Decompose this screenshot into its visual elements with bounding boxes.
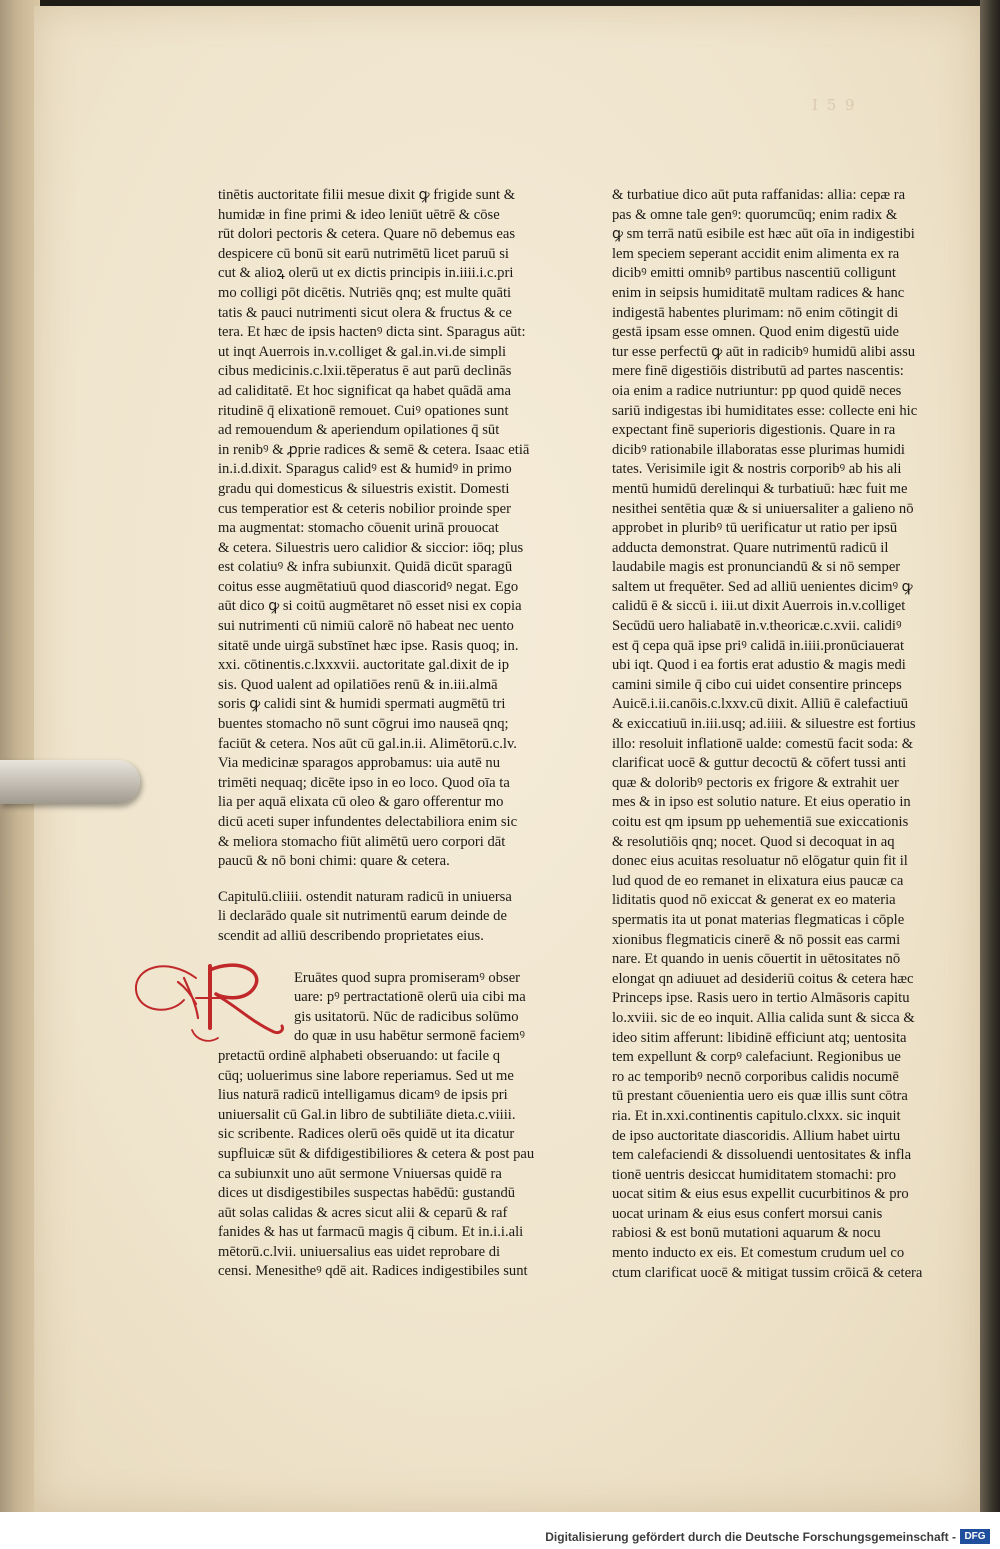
text-line: humidæ in fine primi & ideo leniūt uētrē & cōse <box>218 206 500 223</box>
text-line: sis. Quod ualent ad opilatiōes renū & in.iii.almā <box>218 676 498 693</box>
text-line: ctum clarificat uocē & mitigat tussim crōicā & cetera <box>612 1264 923 1281</box>
text-line: approbet in pluribꝰ tū uerificatur ut ratio per ipsū <box>612 520 898 537</box>
text-line: & resolutiōis qnq; nocet. Quod si decoquat in aq <box>612 833 895 850</box>
text-line: tates. Verisimile igit & nostris corporibꝰ ab his ali <box>612 461 902 478</box>
text-line: paucū & nō boni chimi: quare & cetera. <box>218 853 450 870</box>
text-line: & cetera. Siluestris uero calidior & siccior: iōq; plus <box>218 539 524 556</box>
text-line: & meliora stomacho fiūt alimētū uero corpori dāt <box>218 833 506 850</box>
text-line: Capitulū.cliiii. ostendit naturam radicū in uniuersa <box>218 888 512 905</box>
text-line: xxi. cōtinentis.c.lxxxvii. auctoritate gal.dixit de ip <box>218 657 509 674</box>
text-line: ad remouendum & aperiendum opilationes q̄ sūt <box>218 422 500 439</box>
text-line: despicere cū bonū sit earū nutrimētū licet paruū si <box>218 245 509 262</box>
text-line: cut & alioꝝ olerū ut ex dictis principis in.iiii.i.c.pri <box>218 265 514 282</box>
text-line: ad caliditatē. Et hoc significat qa habet quādā ama <box>218 382 511 399</box>
text-line: sariū indigestas ibi humiditates esse: collecte eni hic <box>612 402 918 419</box>
text-line: coitus esse augmētatiuū quod diascoridꝰ negat. Ego <box>218 578 519 595</box>
book-clasp <box>0 760 140 804</box>
text-line: camini simile q̄ cibo cui uidet consentire princeps <box>612 676 902 693</box>
text-line: saltem ut frequēter. Sed ad alliū uenientes dicimꝰ ꝙ <box>612 578 913 595</box>
text-line: gis usitatorū. Nūc de radicibus solūmo <box>294 1008 519 1025</box>
text-line: aūt solas calidas & acres sicut alii & ceparū & raf <box>218 1204 508 1221</box>
text-line: dices ut disdigestibiles suspectas habēdū: gustandū <box>218 1185 516 1202</box>
text-line: pretactū ordinē alphabeti obseruando: ut facile q <box>218 1047 501 1064</box>
text-line: ideo sitim afferunt: libidinē efficiunt atq; uentosita <box>612 1029 907 1046</box>
text-line: li declarādo quale sit nutrimentū earum deinde de <box>218 908 507 925</box>
text-line: ꝙ sm terrā natū esibile est hæc aūt oīa in indigestibi <box>612 226 915 243</box>
text-line: & exiccatiuū in.iii.usq; ad.iiii. & siluestre est fortius <box>612 716 916 733</box>
text-line: uocat sitim & eius esus expellit cucurbitinos & pro <box>612 1186 909 1203</box>
text-line: fanides & has ut farmacū magis q̄ cibum. Et in.i.i.ali <box>218 1224 524 1241</box>
text-line: mētorū.c.lvii. uniuersalius eas uidet reprobare di <box>218 1243 501 1260</box>
right-text-column <box>612 186 952 1283</box>
text-line: pas & omne tale genꝰ: quorumcūq; enim radix & <box>612 206 898 223</box>
text-line: nare. Et quando in uenis cōuertit in uētositates nō <box>612 951 901 968</box>
text-line: mere finē digestiōis distributū ad partes nascentis: <box>612 363 904 380</box>
text-line: trimēti nequaq; dicēte ipso in eo loco. Quod oīa ta <box>218 774 510 791</box>
text-line: censi. Menesitheꝰ qdē ait. Radices indigestibiles sunt <box>218 1263 528 1280</box>
text-line: tem expellunt & corpꝰ calefaciunt. Regionibus ue <box>612 1049 901 1066</box>
text-line: laudabile magis est pronunciandū & si nō semper <box>612 559 901 576</box>
text-line: liditatis quod nō exiccat & generat ex eo materia <box>612 892 896 909</box>
text-line: rūt dolori pectoris & cetera. Quare nō debemus eas <box>218 226 516 243</box>
text-line: adducta demonstrat. Quare nutrimentū radicū il <box>612 539 889 556</box>
red-decorated-initial-r <box>126 948 296 1048</box>
text-line: ria. Et in.xxi.continentis capitulo.clxxx. sic inquit <box>612 1107 901 1124</box>
text-line: nesithei sentētia quæ & si uniuersaliter a galieno nō <box>612 500 914 517</box>
text-line: sic scribente. Radices olerū oēs quidē ut ita dicatur <box>218 1126 515 1143</box>
text-line: lem speciem seperant accidit enim alimenta ex ra <box>612 245 900 262</box>
text-line: ma augmentat: stomacho cōuenit urinā prouocat <box>218 520 499 537</box>
text-line: do quæ in usu habētur sermonē faciemꝰ <box>294 1028 525 1045</box>
text-line: cūq; uoluerimus sine labore reperiamus. Sed ut me <box>218 1067 514 1084</box>
text-line: uare: pꝰ pertractationē olerū uia cibi ma <box>294 989 526 1006</box>
text-line: tur esse perfectū ꝙ aūt in radicibꝰ humidū alibi assu <box>612 343 916 360</box>
text-line: ritudinē q̄ elixationē remouet. Cuiꝰ opationes sunt <box>218 402 509 419</box>
text-line: illo: resoluit inflationē ualde: comestū facit soda: & <box>612 735 914 752</box>
text-line: lo.xviii. sic de eo inquit. Allia calida sunt & sicca & <box>612 1009 915 1026</box>
folio-mark: I 5 9 <box>812 96 857 114</box>
text-line: tinētis auctoritate filii mesue dixit ꝙ frigide sunt & <box>218 187 516 203</box>
right-column-body <box>612 186 952 1283</box>
text-line: soris ꝙ calidi sint & humidi spermati augmētū tri <box>218 696 506 713</box>
text-line: coitu est qm ipsum pp uehementiā sue exiccationis <box>612 814 909 830</box>
text-line: indigestā habentes plurimam: nō enim cōtingit di <box>612 304 899 321</box>
text-line: Eruātes quod supra promiseramꝰ obser <box>294 969 521 986</box>
text-line: quæ & doloribꝰ pectoris ex frigore & extrahit uer <box>612 774 899 791</box>
text-line: in.i.d.dixit. Sparagus calidꝰ est & humidꝰ in primo <box>218 461 512 478</box>
text-line: uniuersalit cū Gal.in libro de subtiliāte dieta.c.viiii. <box>218 1106 516 1123</box>
text-line: xionibus flegmaticis cinerē & nō possit eas carmi <box>612 931 901 948</box>
text-line: gestā ipsam esse omnen. Quod enim digestū uide <box>612 324 899 341</box>
text-line: spermatis ita ut ponat materias flegmaticas i cōple <box>612 911 905 928</box>
text-line: lud quod de eo remanet in elixatura eius paucæ ca <box>612 872 904 889</box>
text-line: oia enim a radice nutriuntur: pp quod quidē neces <box>612 382 902 399</box>
text-line: uocat urinam & eius esus confert morsui canis <box>612 1205 883 1222</box>
text-line: elongat qn adiuuet ad desideriū coitus & cetera hæc <box>612 970 914 987</box>
text-line: de ipso auctoritate diascoridis. Allium habet uirtu <box>612 1127 901 1144</box>
text-line: Auicē.i.ii.canōis.c.lxxv.cū dixit. Alliū ē calefactiuū <box>612 696 909 713</box>
text-line: gradu qui domesticus & siluestris existit. Domesti <box>218 480 510 497</box>
text-line: Via medicinæ sparagos approbamus: uia autē nu <box>218 755 501 772</box>
text-line: ubi iqt. Quod i ea fortis erat adustio & magis medi <box>612 657 906 674</box>
text-line: ro ac temporibꝰ necnō corporibus calidis nocumē <box>612 1068 899 1085</box>
text-line: mentū humidū derelinqui & turbatiuū: hæc fuit me <box>612 480 908 497</box>
text-line: Princeps ipse. Rasis uero in tertio Almāsoris capitu <box>612 990 910 1007</box>
text-line: cus temperatior est & ceteris nobilior proinde sper <box>218 500 512 517</box>
text-line: tū prestant cōuenientia uero eis quæ illis sunt cōtra <box>612 1088 908 1105</box>
text-line: enim in seipsis humiditatē multam radices & hanc <box>612 284 905 301</box>
text-line: faciūt & cetera. Nos aūt cū gal.in.ii. Alimētorū.c.lv. <box>218 735 517 752</box>
text-line: mes & in ipso est solutio nature. Et eius operatio in <box>612 794 911 811</box>
dfg-logo-icon: DFG <box>960 1529 990 1544</box>
funding-credit-text: Digitalisierung gefördert durch die Deutsche Forschungsgemeinschaft - <box>545 1530 956 1544</box>
text-line: lius naturā radicū intelligamus dicamꝰ de ipsis pri <box>218 1087 508 1104</box>
text-line: in renibꝰ & ꝓprie radices & semē & cetera. Isaac etiā <box>218 441 530 458</box>
text-line: est colatiuꝰ & infra subiunxit. Quidā dicūt sparagū <box>218 559 513 576</box>
text-line: sitatē unde uirgā substīnet hæc ipse. Rasis quoq; in. <box>218 637 519 654</box>
text-line: & turbatiue dico aūt puta raffanidas: allia: cepæ ra <box>612 187 906 203</box>
text-line: tera. Et hæc de ipsis hactenꝰ dicta sint. Sparagus aūt: <box>218 324 526 341</box>
text-line: ut inqt Auerrois in.v.colliget & gal.in.vi.de simpli <box>218 343 507 360</box>
text-line: tem calefaciendi & dissoluendi uentositates & infla <box>612 1147 912 1164</box>
text-line: mo colligi pōt dicētis. Nutriēs qnq; est multe quāti <box>218 284 512 301</box>
text-line: dicibꝰ rationabile illaboratas esse plurimas humidi <box>612 441 905 458</box>
text-line: Secūdū uero haliabatē in.v.theoricæ.c.xvii. calidiꝰ <box>612 618 902 635</box>
text-line: dicū aceti super infundentes delectabiliora enim sic <box>218 814 518 830</box>
text-line: clarificat uocē & guttur decoctū & cōfert tussi anti <box>612 755 907 772</box>
text-line: mento inducto ex eis. Et comestum crudum uel co <box>612 1245 905 1262</box>
text-line: sui nutrimenti cū nimiū calorē nō habeat nec uento <box>218 618 514 635</box>
text-line: expectant finē superioris digestionis. Quare in ra <box>612 422 896 439</box>
text-line: calidū ē & siccū i. iii.ut dixit Auerrois in.v.colliget <box>612 598 906 615</box>
left-text-column <box>218 186 556 1282</box>
text-line: est q̄ cepa quā ipse priꝰ calidā in.iiii.pronūciauerat <box>612 637 905 654</box>
book-binding-edge <box>980 0 1000 1512</box>
text-line: tatis & pauci nutrimenti sicut olera & fructus & ce <box>218 304 512 321</box>
text-line: lia per aquā elixata cū oleo & garo offerentur mo <box>218 794 504 811</box>
text-line: scendit ad alliū describendo proprietates eius. <box>218 927 484 944</box>
text-line: tionē uentris desiccat humiditatem stomachi: pro <box>612 1166 897 1183</box>
text-line: dicibꝰ emitti omnibꝰ partibus nascentiū colligunt <box>612 265 896 282</box>
text-line: ca subiunxit uno aūt sermone Vniuersas quidē ra <box>218 1165 502 1182</box>
text-line: donec eius acuitas resoluatur nō elōgatur quin fit il <box>612 853 908 870</box>
text-line: rabiosi & est bonū mutationi aquarum & nocu <box>612 1225 881 1242</box>
chapter-heading <box>218 888 556 947</box>
text-line: aūt dico ꝙ si coitū augmētaret nō esset nisi ex copia <box>218 598 522 615</box>
text-line: buentes stomacho nō sunt cōgrui imo nauseā qnq; <box>218 716 509 733</box>
text-line: cibus medicinis.c.lxii.tēperatus ē aut parū declinās <box>218 363 512 380</box>
text-line: supfluicæ sūt & difdigestibiliores & cetera & post pau <box>218 1145 535 1162</box>
left-column-body <box>218 186 556 872</box>
